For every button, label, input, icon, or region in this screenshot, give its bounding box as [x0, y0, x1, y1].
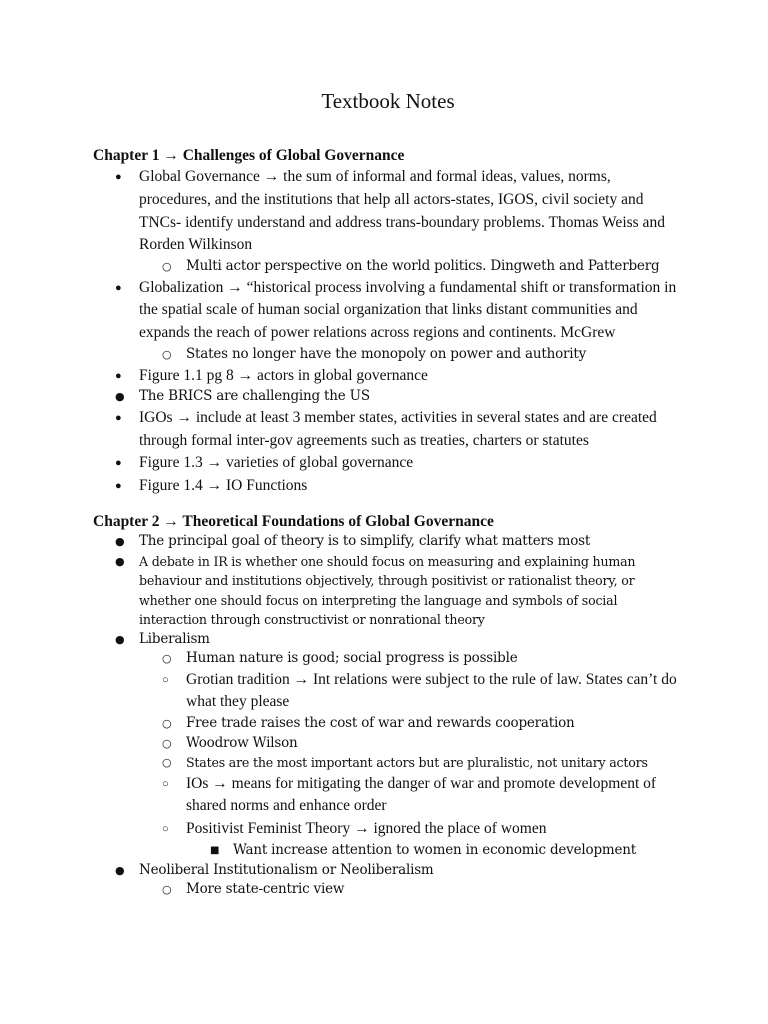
bullet-icon: ● — [115, 535, 125, 549]
square-bullet-icon: ■ — [210, 845, 220, 857]
list-item-figure-1-1: ● Figure 1.1 pg 8 → actors in global governance — [93, 365, 683, 388]
circle-bullet-icon: ○ — [162, 736, 172, 750]
document-page — [93, 88, 683, 900]
circle-bullet-icon: ○ — [162, 260, 172, 274]
circle-bullet-icon: ○ — [162, 777, 169, 790]
circle-bullet-icon: ○ — [162, 717, 172, 731]
bullet-icon: ● — [115, 390, 125, 404]
bullet-icon: ● — [115, 411, 122, 424]
list-item-free-trade: ○ Free trade raises the cost of war and rewards cooperation — [93, 714, 683, 734]
bullet-icon: ● — [115, 457, 122, 470]
list-item-neoliberalism: ● Neoliberal Institutionalism or Neoliberalism — [93, 861, 683, 881]
bullet-icon: ● — [115, 632, 125, 646]
circle-bullet-icon: ○ — [162, 756, 172, 770]
list-item-principal-goal: ● The principal goal of theory is to simplify, clarify what matters most — [93, 532, 683, 552]
bullet-icon: ● — [115, 369, 122, 382]
bullet-icon: ● — [115, 863, 125, 877]
chapter-2-list — [93, 532, 683, 899]
list-item-feminist-theory: ○ Positivist Feminist Theory → ignored the place of women — [93, 818, 683, 841]
list-item-multi-actor: ○ Multi actor perspective on the world politics. Dingweth and Patterberg — [93, 257, 683, 277]
list-item-monopoly: ○ States no longer have the monopoly on power and authority — [93, 345, 683, 365]
circle-bullet-icon: ○ — [162, 823, 169, 836]
bullet-icon: ● — [115, 554, 125, 568]
list-item-igos: ● IGOs → include at least 3 member states, activities in several states and are created through formal inter-gov agreements such as treaties, charters or statutes — [115, 408, 657, 449]
list-item-state-centric: ○ More state-centric view — [93, 880, 683, 900]
list-item-brics: ● The BRICS are challenging the US — [93, 387, 683, 407]
circle-bullet-icon: ○ — [162, 673, 169, 686]
list-item-states-actors: ○ States are the most important actors but are pluralistic, not unitary actors — [93, 753, 683, 773]
chapter-2-heading: Chapter 2 → Theoretical Foundations of Global Governance — [93, 513, 494, 531]
list-item-grotian: ○ Grotian tradition → Int relations were subject to the rule of law. States can’t do what they please — [162, 670, 677, 711]
bullet-icon: ● — [115, 480, 122, 493]
list-item-ir-debate: ● A debate in IR is whether one should focus on measuring and explaining human behaviour and institutions objectively, through positivist or rationalist theory, or whether one should focus on interpreting the language and symbols of social interaction through constructivist or nonrational theory — [115, 553, 636, 628]
chapter-1-list — [93, 166, 683, 498]
list-item-figure-1-3: ● Figure 1.3 → varieties of global governance — [93, 452, 683, 475]
list-item-women-development: ■ Want increase attention to women in economic development — [93, 841, 683, 861]
list-item-woodrow-wilson: ○ Woodrow Wilson — [93, 734, 683, 754]
bullet-icon: ● — [115, 281, 122, 294]
list-item-human-nature: ○ Human nature is good; social progress is possible — [93, 649, 683, 669]
circle-bullet-icon: ○ — [162, 883, 172, 897]
chapter-1-heading: Chapter 1 → Challenges of Global Governance — [93, 147, 405, 164]
circle-bullet-icon: ○ — [162, 652, 172, 666]
circle-bullet-icon: ○ — [162, 348, 172, 362]
list-item-figure-1-4: ● Figure 1.4 → IO Functions — [93, 475, 683, 498]
list-item-liberalism: ● Liberalism — [93, 630, 683, 650]
bullet-icon: ● — [115, 171, 122, 183]
list-item-ios: ○ IOs → means for mitigating the danger of war and promote development of shared norms and enhance order — [162, 774, 657, 815]
page-title: Textbook Notes — [321, 89, 455, 113]
list-item-global-governance: ● Global Governance → the sum of informal and formal ideas, values, norms, procedures, and the institutions that help all actors-states, IGOS, civil society and TNCs- identify understand and address trans-boundary problems. Thomas Weiss and Rorden Wilkinson — [115, 168, 665, 254]
list-item-globalization: ● Globalization → “historical process involving a fundamental shift or transformation in the spatial scale of human social organization that links distant communities and expands the reach of power relations across regions and continents. McGrew — [115, 278, 677, 342]
